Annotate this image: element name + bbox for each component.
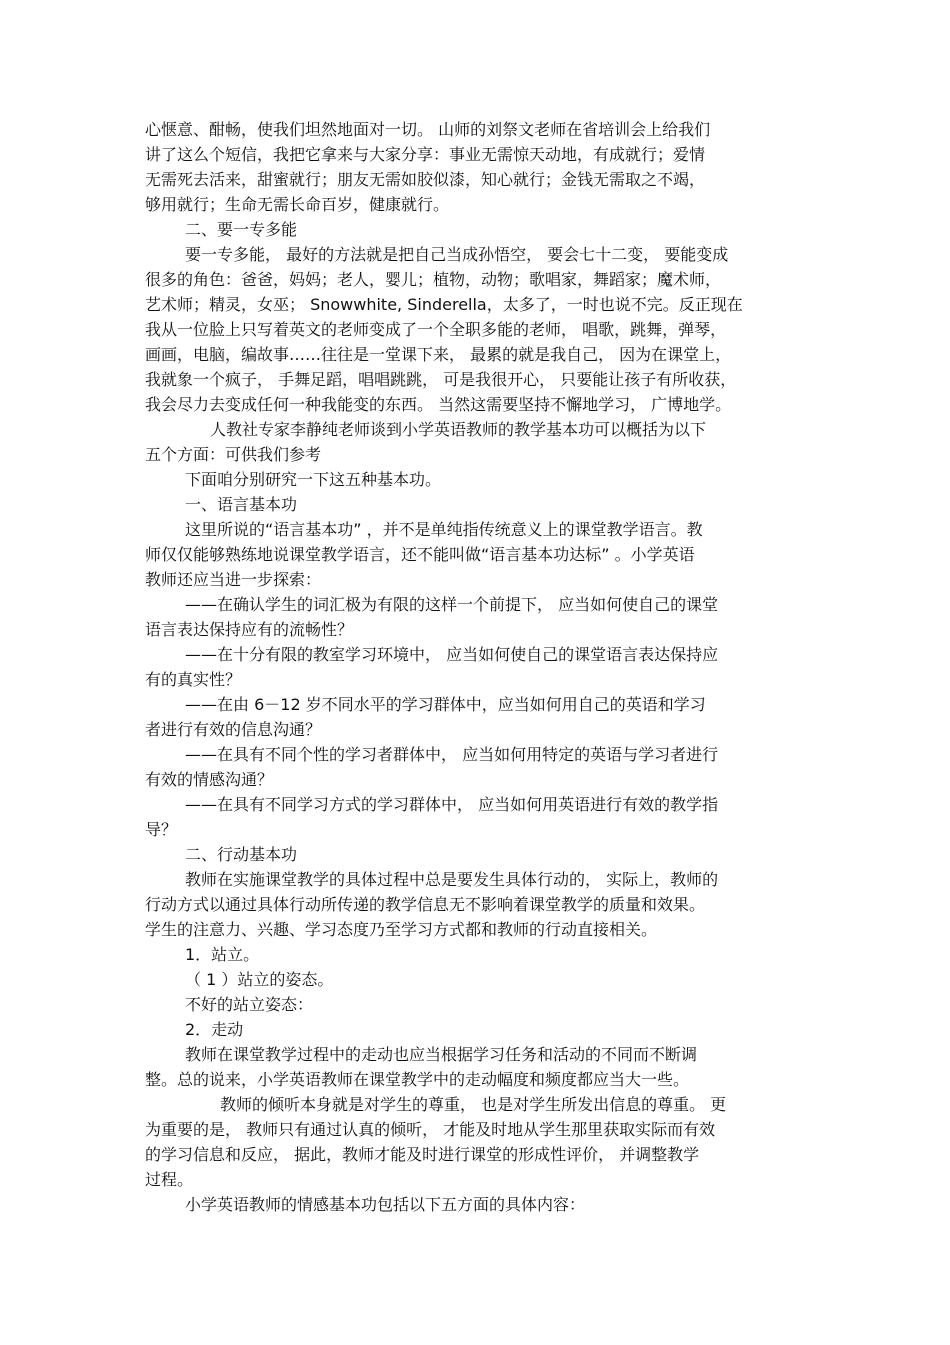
text-line: 我就象一个疯子， 手舞足蹈，唱唱跳跳， 可是我很开心， 只要能让孩子有所收获， [145,370,737,389]
text-line: 艺术师；精灵，女巫； Snowwhite, Sinderella，太多了，一时也说不完。反正现在 [145,295,743,314]
text-line: ——在十分有限的教室学习环境中， 应当如何使自己的课堂语言表达保持应 [185,645,719,664]
text-line: ——在具有不同个性的学习者群体中， 应当如何用特定的英语与学习者进行 [185,745,719,764]
text-line: 教师的倾听本身就是对学生的尊重， 也是对学生所发出信息的尊重。 更 [220,1095,727,1114]
text-line: 讲了这么个短信，我把它拿来与大家分享：事业无需惊天动地，有成就行；爱情 [145,145,706,164]
text-line: 有效的情感沟通？ [145,770,274,789]
text-line: 整。总的说来，小学英语教师在课堂教学中的走动幅度和频度都应当大一些。 [145,1070,690,1089]
text-line: 学生的注意力、兴趣、学习态度乃至学习方式都和教师的行动直接相关。 [145,920,658,939]
section-heading: 二、行动基本功 [185,845,298,864]
list-heading: 2．走动 [185,1020,244,1039]
text-line: 五个方面：可供我们参考 [145,445,322,464]
text-line: 的学习信息和反应， 据此，教师才能及时进行课堂的形成性评价， 并调整教学 [145,1145,700,1164]
list-heading: 1．站立。 [185,945,260,964]
text-line: ——在确认学生的词汇极为有限的这样一个前提下， 应当如何使自己的课堂 [185,595,719,614]
text-line: 教师在课堂教学过程中的走动也应当根据学习任务和活动的不同而不断调 [185,1045,698,1064]
text-line: 要一专多能， 最好的方法就是把自己当成孙悟空， 要会七十二变， 要能变成 [185,245,729,264]
text-line: 画画，电脑，编故事……往往是一堂课下来， 最累的就是我自己， 因为在课堂上， [145,345,732,364]
text-line: 够用就行；生命无需长命百岁，健康就行。 [145,195,450,214]
text-line: 为重要的是， 教师只有通过认真的倾听， 才能及时地从学生那里获取实际而有效 [145,1120,716,1139]
list-subheading: （ 1 ）站立的姿态。 [185,970,334,989]
section-heading: 一、语言基本功 [185,495,298,514]
text-line: 行动方式以通过具体行动所传递的教学信息无不影响着课堂教学的质量和效果。 [145,895,706,914]
text-line: 小学英语教师的情感基本功包括以下五方面的具体内容： [185,1195,586,1214]
text-line: 这里所说的“语言基本功” ，并不是单纯指传统意义上的课堂教学语言。教 [185,520,703,539]
text-line: 很多的角色：爸爸，妈妈；老人，婴儿；植物，动物；歌唱家，舞蹈家；魔术师， [145,270,722,289]
text-line: 过程。 [145,1170,194,1189]
text-line: 不好的站立姿态： [185,995,314,1014]
text-line: 无需死去活来，甜蜜就行；朋友无需如胶似漆，知心就行；金钱无需取之不竭， [145,170,706,189]
text-line: 师仅仅能够熟练地说课堂教学语言，还不能叫做“语言基本功达标” 。小学英语 [145,545,695,564]
text-line: 有的真实性？ [145,670,242,689]
text-line: 我会尽力去变成任何一种我能变的东西。 当然这需要坚持不懈地学习， 广博地学。 [145,395,732,414]
text-line: 心惬意、酣畅，使我们坦然地面对一切。 山师的刘祭文老师在省培训会上给我们 [145,120,711,139]
text-line: ——在具有不同学习方式的学习群体中， 应当如何用英语进行有效的教学指 [185,795,719,814]
text-line: ——在由 6－12 岁不同水平的学习群体中，应当如何用自己的英语和学习 [185,695,706,714]
section-heading: 二、要一专多能 [185,220,298,239]
text-line: 人教社专家李静纯老师谈到小学英语教师的教学基本功可以概括为以下 [210,420,707,439]
text-line: 我从一位脸上只写着英文的老师变成了一个全职多能的老师， 唱歌，跳舞，弹琴， [145,320,727,339]
text-line: 者进行有效的信息沟通？ [145,720,322,739]
text-line: 下面咱分别研究一下这五种基本功。 [185,470,442,489]
text-line: 语言表达保持应有的流畅性？ [145,620,354,639]
text-line: 教师还应当进一步探索： [145,570,322,589]
text-line: 导？ [145,820,178,839]
text-line: 教师在实施课堂教学的具体过程中总是要发生具体行动的， 实际上，教师的 [185,870,719,889]
